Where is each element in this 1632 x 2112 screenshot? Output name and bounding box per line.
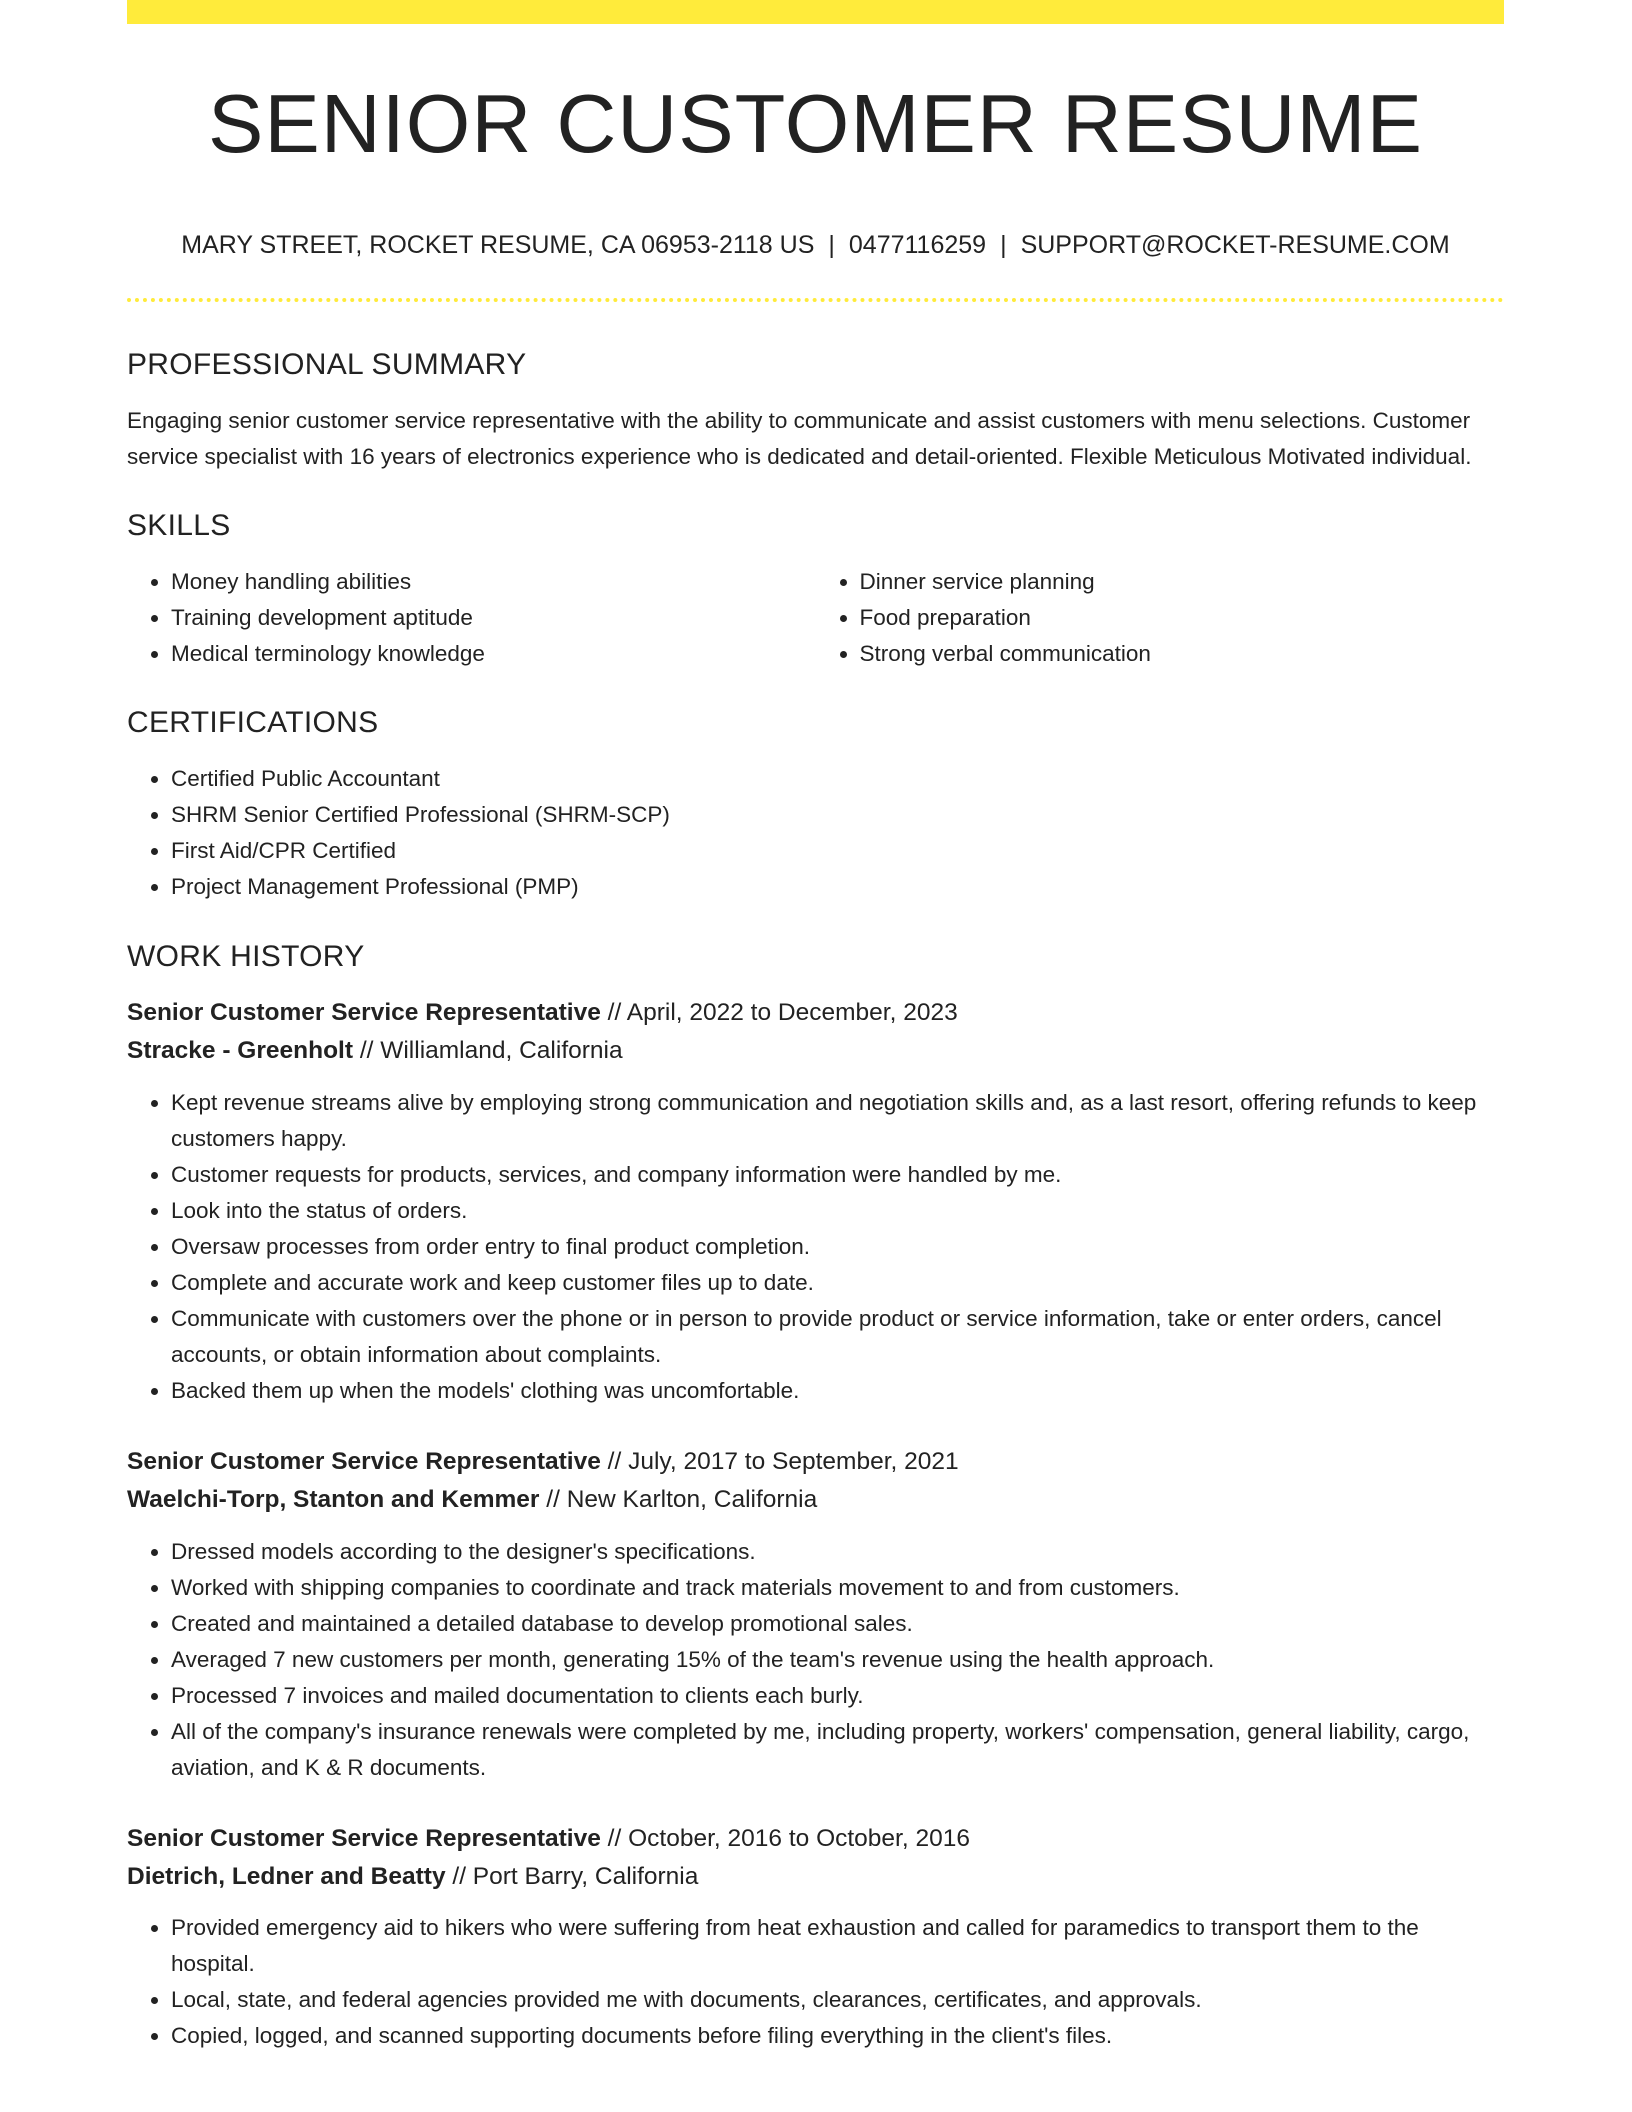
job-entry <box>127 994 1504 1409</box>
job-location: // New Karlton, California <box>539 1486 818 1513</box>
job-bullet: • Averaged 7 new customers per month, generating 15% of the team's revenue using the health approach. <box>171 1642 1504 1678</box>
skills-heading: SKILLS <box>127 509 231 542</box>
job-title-line <box>127 994 1504 1032</box>
skill-item: • Medical terminology knowledge <box>171 636 816 672</box>
contact-phone: 0477116259 <box>848 231 987 259</box>
job-company: Dietrich, Ledner and Beatty <box>127 1863 446 1890</box>
skills-list-right <box>816 564 1505 672</box>
skill-item: • Money handling abilities <box>171 564 816 600</box>
contact-email: SUPPORT@ROCKET-RESUME.COM <box>1020 231 1450 259</box>
job-entry <box>127 1820 1504 2054</box>
certifications-list <box>127 761 1504 905</box>
job-bullet: • Look into the status of orders. <box>171 1193 1504 1229</box>
job-company: Stracke - Greenholt <box>127 1037 354 1064</box>
job-bullet: • Created and maintained a detailed database to develop promotional sales. <box>171 1606 1504 1642</box>
job-bullet: • Oversaw processes from order entry to final product completion. <box>171 1229 1504 1265</box>
job-bullet: • Dressed models according to the designer's specifications. <box>171 1534 1504 1570</box>
job-company-line <box>127 1032 1504 1070</box>
contact-address: MARY STREET, ROCKET RESUME, CA 06953-2118 US <box>181 231 815 259</box>
certifications-heading: CERTIFICATIONS <box>127 706 379 739</box>
job-title: Senior Customer Service Representative <box>127 1448 601 1475</box>
job-bullet: • Kept revenue streams alive by employing strong communication and negotiation skills and, as a last resort, offering refunds to keep customers happy. <box>171 1085 1504 1157</box>
job-bullet: • Complete and accurate work and keep customer files up to date. <box>171 1265 1504 1301</box>
summary-text: Engaging senior customer service representative with the ability to communicate and assist customers with menu selections. Customer service specialist with 16 years of electronics experience who is dedicated and detail-oriented. Flexible Meticulous Motivated individual. <box>127 408 1472 469</box>
job-company-line <box>127 1481 1504 1519</box>
job-bullet: • Customer requests for products, services, and company information were handled by me. <box>171 1157 1504 1193</box>
certification-item: • First Aid/CPR Certified <box>171 833 1504 869</box>
job-dates: // April, 2022 to December, 2023 <box>600 999 958 1026</box>
skill-item: • Dinner service planning <box>860 564 1505 600</box>
job-bullet: • Copied, logged, and scanned supporting documents before filing everything in the client's files. <box>171 2018 1504 2054</box>
job-location: // Williamland, California <box>353 1037 623 1064</box>
skills-list-left <box>127 564 816 672</box>
work-history-heading: WORK HISTORY <box>127 940 365 973</box>
contact-line <box>127 231 1504 260</box>
job-bullets <box>127 1534 1504 1786</box>
job-bullets <box>127 1085 1504 1409</box>
skill-item: • Training development aptitude <box>171 600 816 636</box>
resume-title: SENIOR CUSTOMER RESUME <box>208 77 1423 170</box>
job-bullet: • Processed 7 invoices and mailed documentation to clients each burly. <box>171 1678 1504 1714</box>
certification-item: • SHRM Senior Certified Professional (SHRM-SCP) <box>171 797 1504 833</box>
job-bullet: • All of the company's insurance renewals were completed by me, including property, workers' compensation, general liability, cargo, aviation, and K & R documents. <box>171 1714 1504 1786</box>
certification-item: • Project Management Professional (PMP) <box>171 869 1504 905</box>
summary-heading: PROFESSIONAL SUMMARY <box>127 348 527 381</box>
job-title: Senior Customer Service Representative <box>127 1825 601 1852</box>
job-title-line <box>127 1443 1504 1481</box>
header-divider <box>127 298 1504 302</box>
job-company: Waelchi-Torp, Stanton and Kemmer <box>127 1486 540 1513</box>
job-title: Senior Customer Service Representative <box>127 999 601 1026</box>
job-dates: // July, 2017 to September, 2021 <box>600 1448 959 1475</box>
skill-item: • Food preparation <box>860 600 1505 636</box>
contact-separator: | <box>828 231 835 259</box>
job-dates: // October, 2016 to October, 2016 <box>600 1825 970 1852</box>
job-entry <box>127 1443 1504 1786</box>
contact-separator: | <box>1000 231 1007 259</box>
resume-page <box>127 0 1504 2054</box>
top-accent-bar <box>127 0 1504 24</box>
job-bullets <box>127 1910 1504 2054</box>
job-bullet: • Provided emergency aid to hikers who were suffering from heat exhaustion and called for paramedics to transport them to the hospital. <box>171 1910 1504 1982</box>
job-company-line <box>127 1858 1504 1896</box>
job-bullet: • Local, state, and federal agencies provided me with documents, clearances, certificates, and approvals. <box>171 1982 1504 2018</box>
skill-item: • Strong verbal communication <box>860 636 1505 672</box>
skills-columns <box>127 564 1504 672</box>
job-bullet: • Backed them up when the models' clothing was uncomfortable. <box>171 1373 1504 1409</box>
job-bullet: • Worked with shipping companies to coordinate and track materials movement to and from customers. <box>171 1570 1504 1606</box>
job-title-line <box>127 1820 1504 1858</box>
job-location: // Port Barry, California <box>445 1863 699 1890</box>
job-bullet: • Communicate with customers over the phone or in person to provide product or service information, take or enter orders, cancel accounts, or obtain information about complaints. <box>171 1301 1504 1373</box>
certification-item: • Certified Public Accountant <box>171 761 1504 797</box>
